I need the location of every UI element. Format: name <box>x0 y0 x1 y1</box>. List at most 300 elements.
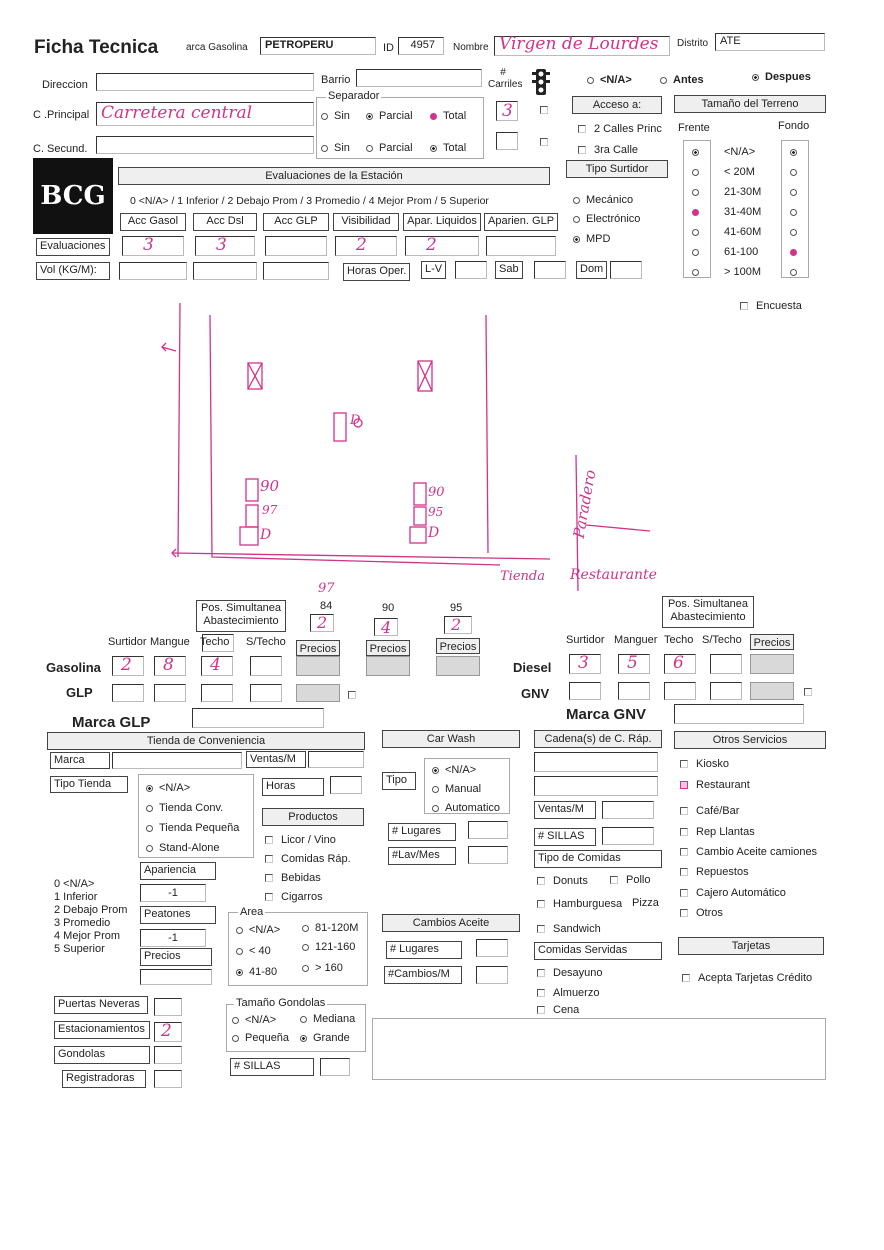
carriles-field-1[interactable]: 3 <box>496 101 518 121</box>
checkbox-icon <box>680 848 688 856</box>
checkbox-icon <box>740 302 748 310</box>
servida-desayuno[interactable]: Desayuno <box>537 967 603 979</box>
radio-icon <box>300 1016 307 1023</box>
registradoras-label: Registradoras <box>62 1070 146 1088</box>
sep2-sin[interactable]: Sin <box>321 142 350 154</box>
timing-despues[interactable]: Despues <box>752 71 811 83</box>
sab-field[interactable] <box>534 261 566 279</box>
checkbox-icon <box>610 876 618 884</box>
n90-label: 90 <box>382 602 395 614</box>
gondola-size-option[interactable]: Mediana <box>300 1013 355 1025</box>
nombre-field[interactable]: Virgen de Lourdes <box>494 36 670 56</box>
radio-icon <box>321 145 328 152</box>
precios-90: Precios <box>366 640 410 656</box>
timing-na[interactable]: <N/A> <box>587 74 632 86</box>
traffic-light-icon <box>532 68 550 96</box>
radio-icon <box>660 77 667 84</box>
comments-textarea[interactable] <box>372 1018 826 1080</box>
terreno-header: Tamaño del Terreno <box>674 95 826 113</box>
carwash-tipo-label: Tipo <box>382 772 416 790</box>
acceso-2calles[interactable]: 2 Calles Princ <box>578 123 662 135</box>
radio-icon <box>790 209 797 216</box>
frente-radio[interactable] <box>692 266 705 278</box>
sketch-d3: D <box>350 413 361 428</box>
otros-servicio[interactable]: Otros <box>680 907 723 919</box>
fondo-radio[interactable] <box>790 266 803 278</box>
sketch-d1: D <box>260 527 272 543</box>
fondo-radio[interactable] <box>790 186 803 198</box>
scale-item: 1 Inferior <box>54 891 98 903</box>
acepta-tarjetas[interactable]: Acepta Tarjetas Crédito <box>682 972 812 984</box>
area-option[interactable]: 41-80 <box>236 966 277 978</box>
radio-icon <box>236 948 243 955</box>
radio-icon <box>302 965 309 972</box>
tienda-marca-field[interactable] <box>112 752 242 769</box>
eval-value-field[interactable]: 2 <box>405 236 479 256</box>
radio-icon <box>300 1035 307 1042</box>
tipo-comidas-label: Tipo de Comidas <box>534 850 662 868</box>
carwash-option[interactable]: Automatico <box>432 802 500 814</box>
id-field[interactable]: 4957 <box>398 37 444 55</box>
precios-95: Precios <box>436 638 480 654</box>
fondo-radio[interactable] <box>790 146 803 158</box>
cadena-ventas-field[interactable] <box>602 801 654 819</box>
vol-field-2[interactable] <box>193 262 257 280</box>
producto-check[interactable]: Cigarros <box>265 891 323 903</box>
n97-gas: 97 <box>318 581 335 596</box>
terreno-option: 31-40M <box>724 206 762 218</box>
gondola-size-option[interactable]: Pequeña <box>232 1032 289 1044</box>
direccion-label: Direccion <box>42 79 88 91</box>
direccion-field[interactable] <box>96 73 314 91</box>
frente-radio[interactable] <box>692 186 705 198</box>
dsl-surtidor[interactable]: 3 <box>569 654 601 674</box>
glp-stecho[interactable] <box>250 684 282 702</box>
servida-almuerzo[interactable]: Almuerzo <box>537 987 599 999</box>
checkbox-icon <box>348 691 356 699</box>
area-label: Area <box>240 906 264 918</box>
servida-cena[interactable]: Cena <box>537 1004 579 1016</box>
dsl-col-surtidor: Surtidor <box>566 634 605 646</box>
gondolas-field[interactable] <box>154 1046 182 1064</box>
area-option[interactable]: < 40 <box>236 945 271 957</box>
checkbox-icon <box>682 974 690 982</box>
glp-check[interactable] <box>348 689 364 701</box>
checkbox-icon <box>537 925 545 933</box>
distrito-label: Distrito <box>677 38 709 49</box>
gas-precio-90[interactable] <box>366 656 410 676</box>
evaluaciones-scale: 0 <N/A> / 1 Inferior / 2 Debajo Prom / 3 Promedio / 4 Mejor Prom / 5 Superior <box>130 195 489 207</box>
carwash-option[interactable]: <N/A> <box>432 764 476 776</box>
distrito-field[interactable]: ATE <box>715 33 825 51</box>
precios-84: Precios <box>296 640 340 656</box>
tienda-ventas-label: Ventas/M <box>246 751 306 768</box>
carwash-lavmes-field[interactable] <box>468 846 508 864</box>
cambios-lugares-label: # Lugares <box>386 941 462 959</box>
carwash-lugares-field[interactable] <box>468 821 508 839</box>
diesel-label: Diesel <box>513 660 552 675</box>
dsl-precio[interactable] <box>750 654 794 674</box>
radio-icon <box>573 197 580 204</box>
fondo-radio[interactable] <box>790 226 803 238</box>
sketch-n95: 95 <box>428 505 444 519</box>
registradoras-field[interactable] <box>154 1070 182 1088</box>
eval-col-header: Apar. Liquidos <box>403 213 481 231</box>
frente-label: Frente <box>678 122 710 134</box>
checkbox-icon <box>680 807 688 815</box>
v90-field[interactable]: 4 <box>374 618 398 636</box>
estacionamientos-field[interactable]: 2 <box>154 1022 182 1042</box>
gnv-manguer[interactable] <box>618 682 650 700</box>
gas-surtidor[interactable]: 2 <box>112 656 144 676</box>
radio-icon <box>430 145 437 152</box>
evaluaciones-header: Evaluaciones de la Estación <box>118 167 550 185</box>
pos-sim-gas: Pos. Simultanea Abastecimiento <box>196 600 286 632</box>
checkbox-icon <box>537 900 545 908</box>
radio-icon <box>692 189 699 196</box>
page-title: Ficha Tecnica <box>34 37 159 58</box>
checkbox-icon <box>804 688 812 696</box>
lv-field[interactable] <box>455 261 487 279</box>
tipo-tienda-option[interactable]: <N/A> <box>146 782 190 794</box>
marca-gnv-field[interactable] <box>674 704 804 724</box>
otros-servicio[interactable]: Rep Llantas <box>680 826 755 838</box>
sketch-n90b: 90 <box>428 485 445 500</box>
otros-servicio[interactable]: Restaurant <box>680 779 750 791</box>
gas-col-mangue: Mangue <box>150 636 190 648</box>
otros-servicio[interactable]: Cajero Automático <box>680 887 786 899</box>
cambios-m-field[interactable] <box>476 966 508 984</box>
dsl-col-manguer: Manguer <box>614 634 658 646</box>
scale-item: 2 Debajo Prom <box>54 904 128 916</box>
radio-icon <box>432 805 439 812</box>
radio-icon <box>236 969 243 976</box>
glp-techo[interactable] <box>201 684 233 702</box>
carriles-check-1[interactable] <box>540 104 556 116</box>
checkbox-icon <box>537 989 545 997</box>
radio-icon <box>692 149 699 156</box>
gas-techo[interactable]: 4 <box>201 656 233 676</box>
tienda-header: Tienda de Conveniencia <box>47 732 365 750</box>
sab-label: Sab <box>495 261 523 279</box>
peatones-field[interactable]: -1 <box>140 929 206 947</box>
producto-check[interactable]: Bebidas <box>265 872 321 884</box>
sketch-n90a: 90 <box>260 477 280 495</box>
checkbox-icon <box>578 146 586 154</box>
checkbox-icon <box>680 781 688 789</box>
secund-label: C. Secund. <box>33 143 88 155</box>
eval-value-field[interactable]: 3 <box>195 236 255 256</box>
checkbox-icon <box>540 106 548 114</box>
gas-col-techo: Techo <box>200 636 230 648</box>
vol-field-1[interactable] <box>119 262 187 280</box>
marca-glp-field[interactable] <box>192 708 324 728</box>
tienda-sillas-label: # SILLAS <box>230 1058 314 1076</box>
servidas-label: Comidas Servidas <box>534 942 662 960</box>
sep1-sin[interactable]: Sin <box>321 110 350 122</box>
vol-field-3[interactable] <box>263 262 329 280</box>
gasolina-label: Gasolina <box>46 660 101 675</box>
area-option[interactable]: <N/A> <box>236 924 280 936</box>
checkbox-icon <box>680 760 688 768</box>
horas-oper-label: Horas Oper. <box>343 263 410 281</box>
acceso-header: Acceso a: <box>572 96 662 114</box>
surtidor-mpd[interactable]: MPD <box>573 233 610 245</box>
gondola-size-option[interactable]: <N/A> <box>232 1014 276 1026</box>
radio-icon <box>692 229 699 236</box>
carwash-header: Car Wash <box>382 730 520 748</box>
secund-field[interactable] <box>96 136 314 154</box>
radio-icon <box>692 249 699 256</box>
radio-icon <box>302 925 309 932</box>
radio-icon <box>232 1035 239 1042</box>
gnv-techo[interactable] <box>664 682 696 700</box>
v95-field[interactable]: 2 <box>444 616 472 634</box>
acceso-3ra[interactable]: 3ra Calle <box>578 144 638 156</box>
terreno-option: 41-60M <box>724 226 762 238</box>
otros-header: Otros Servicios <box>674 731 826 749</box>
encuesta-check[interactable]: Encuesta <box>740 300 802 312</box>
radio-icon <box>790 229 797 236</box>
tipo-tienda-option[interactable]: Stand-Alone <box>146 842 220 854</box>
precios-field[interactable] <box>140 969 212 985</box>
gondolas-label: Gondolas <box>54 1046 150 1064</box>
radio-icon <box>146 785 153 792</box>
checkbox-icon <box>578 125 586 133</box>
tienda-sillas-field[interactable] <box>320 1058 350 1076</box>
otros-servicio[interactable]: Kiosko <box>680 758 729 770</box>
gas-precio-95[interactable] <box>436 656 480 676</box>
glp-surtidor[interactable] <box>112 684 144 702</box>
eval-col-header: Acc Dsl <box>193 213 257 231</box>
carwash-option[interactable]: Manual <box>432 783 481 795</box>
comida-hamburguesa[interactable]: Hamburguesa <box>537 898 622 910</box>
cadena-sillas-label: # SILLAS <box>534 828 596 846</box>
sep2-parcial[interactable]: Parcial <box>366 142 413 154</box>
radio-icon <box>752 74 759 81</box>
separador-label: Separador <box>328 90 380 102</box>
horas-label: Horas <box>262 778 324 796</box>
site-sketch <box>150 295 670 595</box>
tipo-tienda-option[interactable]: Tienda Pequeña <box>146 822 239 834</box>
scale-item: 3 Promedio <box>54 917 111 929</box>
gnv-stecho[interactable] <box>710 682 742 700</box>
sep1-parcial[interactable]: Parcial <box>366 110 413 122</box>
eval-col-header: Visibilidad <box>333 213 399 231</box>
checkbox-icon <box>265 855 273 863</box>
checkbox-icon <box>540 138 548 146</box>
tarjetas-header: Tarjetas <box>678 937 824 955</box>
carwash-lavmes-label: #Lav/Mes <box>388 847 456 865</box>
productos-header: Productos <box>262 808 364 826</box>
radio-icon <box>573 236 580 243</box>
surtidor-electronico[interactable]: Electrónico <box>573 213 640 225</box>
checkbox-icon <box>680 889 688 897</box>
checkbox-icon <box>537 969 545 977</box>
scale-item: 5 Superior <box>54 943 105 955</box>
dom-field[interactable] <box>610 261 642 279</box>
frente-radio[interactable] <box>692 206 705 218</box>
vol-label: Vol (KG/M): <box>36 262 110 280</box>
gnv-check[interactable] <box>804 686 820 698</box>
precios-label: Precios <box>140 948 212 966</box>
eval-value-field[interactable]: 3 <box>122 236 184 256</box>
gnv-precio[interactable] <box>750 682 794 700</box>
otros-servicio[interactable]: Cambio Aceite camiones <box>680 846 817 858</box>
estacionamientos-label: Estacionamientos <box>54 1021 150 1039</box>
checkbox-icon <box>680 828 688 836</box>
fondo-radio[interactable] <box>790 206 803 218</box>
sketch-d2: D <box>428 525 440 541</box>
terreno-option: < 20M <box>724 166 755 178</box>
cambios-lugares-field[interactable] <box>476 939 508 957</box>
checkbox-icon <box>537 1006 545 1014</box>
carwash-lugares-label: # Lugares <box>388 823 456 841</box>
sketch-restaurante: Restaurante <box>570 567 657 583</box>
n84-label: 84 <box>320 600 333 612</box>
marca-gasolina-field[interactable]: PETROPERU <box>260 37 376 55</box>
gondolas-size-label: Tamaño Gondolas <box>236 997 326 1009</box>
radio-icon <box>232 1017 239 1024</box>
cadena-sillas-field[interactable] <box>602 827 654 845</box>
radio-icon <box>692 269 699 276</box>
radio-icon <box>790 149 797 156</box>
radio-icon <box>790 269 797 276</box>
radio-icon <box>321 113 328 120</box>
v84-field[interactable]: 2 <box>310 614 334 632</box>
cambios-header: Cambios Aceite <box>382 914 520 932</box>
marca-gnv-label: Marca GNV <box>566 706 647 723</box>
eval-value-field[interactable]: 2 <box>335 236 397 256</box>
gnv-surtidor[interactable] <box>569 682 601 700</box>
carriles-label: # Carriles <box>488 67 523 90</box>
radio-icon <box>146 845 153 852</box>
principal-label: C .Principal <box>33 109 90 121</box>
eval-col-header: Acc Gasol <box>120 213 186 231</box>
bcg-logo: BCG <box>33 158 113 234</box>
otros-servicio[interactable]: Café/Bar <box>680 805 739 817</box>
dsl-manguer[interactable]: 5 <box>618 654 650 674</box>
radio-icon <box>366 113 373 120</box>
pos-sim-diesel: Pos. Simultanea Abastecimiento <box>662 596 754 628</box>
checkbox-icon <box>537 877 545 885</box>
eval-value-field[interactable] <box>486 236 556 256</box>
cadena-field-1[interactable] <box>534 752 658 772</box>
gas-col-stecho: S/Techo <box>246 636 286 648</box>
cambios-m-label: #Cambios/M <box>384 966 462 984</box>
sketch-paradero: Paradero <box>569 468 600 540</box>
apariencia-label: Apariencia <box>140 862 216 880</box>
producto-check[interactable]: Licor / Vino <box>265 834 336 846</box>
area-option[interactable]: 81-120M <box>302 922 358 934</box>
principal-field[interactable]: Carretera central <box>96 102 314 126</box>
radio-icon <box>146 825 153 832</box>
area-option[interactable]: 121-160 <box>302 941 355 953</box>
checkbox-icon <box>680 868 688 876</box>
radio-icon <box>587 77 594 84</box>
radio-icon <box>432 767 439 774</box>
puertas-field[interactable] <box>154 998 182 1016</box>
surtidor-mecanico[interactable]: Mecánico <box>573 194 633 206</box>
scale-item: 4 Mejor Prom <box>54 930 121 942</box>
tipo-tienda-option[interactable]: Tienda Conv. <box>146 802 223 814</box>
sketch-n97: 97 <box>262 503 278 517</box>
id-label: ID <box>383 42 394 54</box>
otros-servicio[interactable]: Repuestos <box>680 866 749 878</box>
dsl-col-stecho: S/Techo <box>702 634 742 646</box>
radio-icon <box>146 805 153 812</box>
gondola-size-option[interactable]: Grande <box>300 1032 350 1044</box>
fondo-radio[interactable] <box>790 246 803 258</box>
comida-donuts[interactable]: Donuts <box>537 875 588 887</box>
checkbox-icon <box>265 836 273 844</box>
radio-icon <box>790 189 797 196</box>
gondolas-size-group <box>226 1004 366 1052</box>
checkbox-icon <box>265 874 273 882</box>
horas-field[interactable] <box>330 776 362 794</box>
fondo-radio[interactable] <box>790 166 803 178</box>
sep1-total[interactable]: Total <box>430 110 466 122</box>
frente-radio[interactable] <box>692 166 705 178</box>
gas-stecho[interactable] <box>250 656 282 676</box>
cadena-field-2[interactable] <box>534 776 658 796</box>
gas-precio-84[interactable] <box>296 656 340 676</box>
timing-antes[interactable]: Antes <box>660 74 704 86</box>
nombre-label: Nombre <box>453 42 489 53</box>
dsl-precios: Precios <box>750 634 794 650</box>
radio-icon <box>790 249 797 256</box>
carriles-check-2[interactable] <box>540 136 556 148</box>
eval-col-header: Acc GLP <box>263 213 329 231</box>
frente-radio[interactable] <box>692 146 705 158</box>
radio-icon <box>573 216 580 223</box>
terreno-option: <N/A> <box>724 146 756 158</box>
fondo-label: Fondo <box>778 120 810 132</box>
gnv-label: GNV <box>521 686 550 701</box>
barrio-label: Barrio <box>321 74 351 86</box>
carriles-field-2[interactable] <box>496 132 518 150</box>
tienda-marca-label: Marca <box>50 752 110 769</box>
gas-mangue[interactable]: 8 <box>154 656 186 676</box>
barrio-field[interactable] <box>356 69 482 87</box>
radio-icon <box>302 944 309 951</box>
area-option[interactable]: > 160 <box>302 962 343 974</box>
terreno-option: > 100M <box>724 266 761 278</box>
lv-label: L-V <box>421 261 446 279</box>
frente-radio[interactable] <box>692 246 705 258</box>
sep2-total[interactable]: Total <box>430 142 466 154</box>
radio-icon <box>432 786 439 793</box>
tienda-ventas-field[interactable] <box>308 751 364 768</box>
comida-pizza: Pizza <box>632 897 659 909</box>
dsl-techo[interactable]: 6 <box>664 654 696 674</box>
terreno-option: 61-100 <box>724 246 759 258</box>
frente-radio[interactable] <box>692 226 705 238</box>
radio-icon <box>790 169 797 176</box>
comida-pollo[interactable]: Pollo <box>610 874 650 886</box>
dsl-col-techo: Techo <box>664 634 694 646</box>
comida-sandwich[interactable]: Sandwich <box>537 923 601 935</box>
producto-check[interactable]: Comidas Ráp. <box>265 853 351 865</box>
apariencia-field[interactable]: -1 <box>140 884 206 902</box>
glp-mangue[interactable] <box>154 684 186 702</box>
peatones-label: Peatones <box>140 906 216 924</box>
dsl-stecho[interactable] <box>710 654 742 674</box>
eval-value-field[interactable] <box>265 236 327 256</box>
glp-precio[interactable] <box>296 684 340 702</box>
radio-icon <box>692 169 699 176</box>
evaluaciones-label: Evaluaciones <box>36 238 110 256</box>
